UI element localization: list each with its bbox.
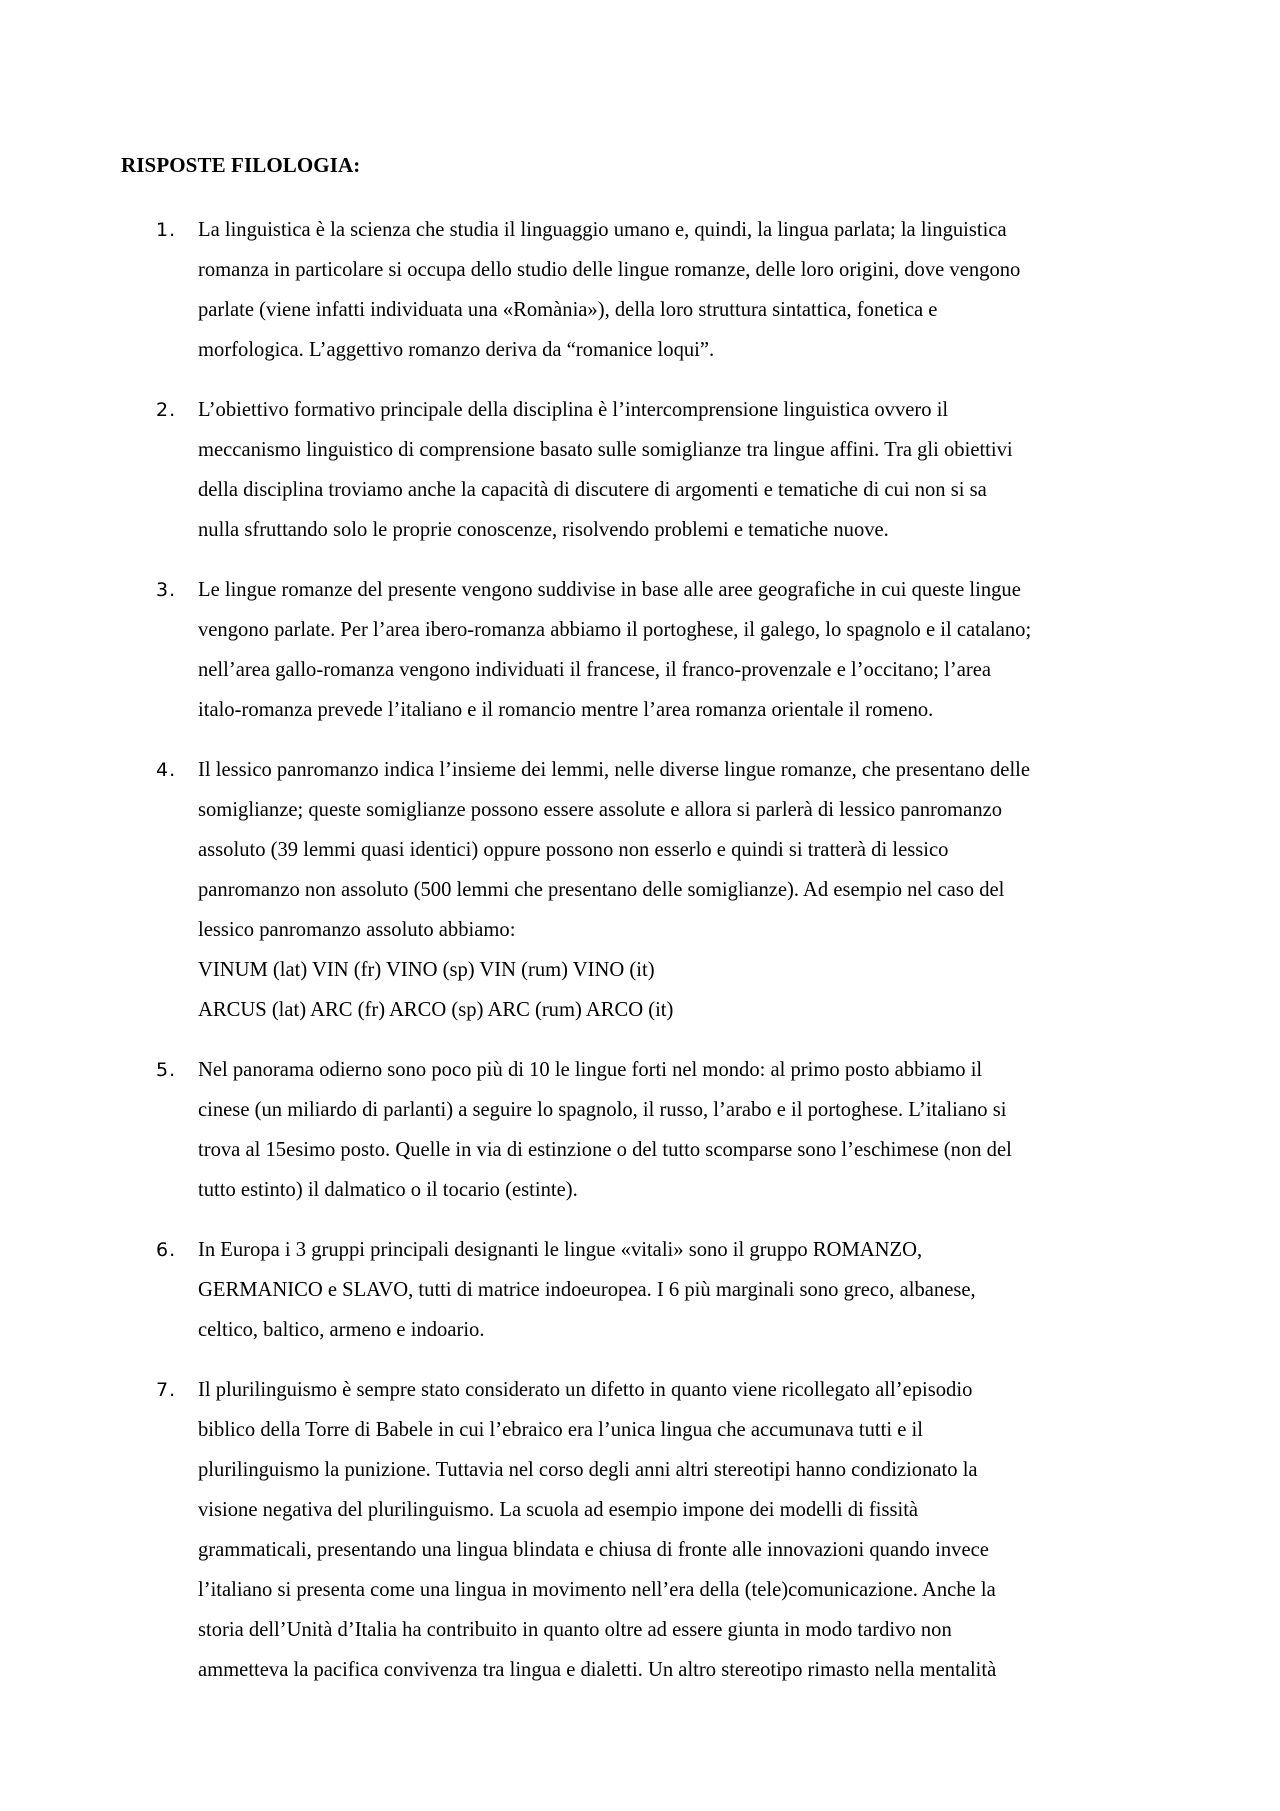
answer-text-line: ammetteva la pacifica convivenza tra lingua e dialetti. Un altro stereotipo rimasto nella mentalità	[198, 1659, 997, 1681]
answer-text-line: Nel panorama odierno sono poco più di 10 le lingue forti nel mondo: al primo posto abbiamo il	[198, 1059, 983, 1081]
document-title: RISPOSTE FILOLOGIA:	[121, 153, 361, 177]
answer-text-line: celtico, baltico, armeno e indoario.	[198, 1319, 485, 1341]
answer-text-line: morfologica. L’aggettivo romanzo deriva da “romanice loqui”.	[198, 339, 715, 361]
answer-number: 3.	[156, 579, 177, 601]
answer-list	[0, 210, 1280, 1710]
answer-text-line: L’obiettivo formativo principale della disciplina è l’intercomprensione linguistica ovvero il	[198, 399, 949, 421]
answer-item-5	[0, 1050, 1173, 1210]
answer-text-line: italo-romanza prevede l’italiano e il romancio mentre l’area romanza orientale il romeno.	[198, 699, 934, 721]
answer-text-line: Le lingue romanze del presente vengono suddivise in base alle aree geografiche in cui queste lingue	[198, 579, 1021, 601]
answer-text-line: grammaticali, presentando una lingua blindata e chiusa di fronte alle innovazioni quando invece	[198, 1539, 989, 1561]
answer-text-line: romanza in particolare si occupa dello studio delle lingue romanze, delle loro origini, dove vengono	[198, 259, 1021, 281]
answer-text-line: assoluto (39 lemmi quasi identici) oppure possono non esserlo e quindi si tratterà di lessico	[198, 839, 949, 861]
answer-item-1	[0, 210, 1173, 370]
answer-number: 5.	[156, 1059, 177, 1081]
answer-number: 4.	[156, 759, 177, 781]
answer-text-line: biblico della Torre di Babele in cui l’ebraico era l’unica lingua che accumunava tutti e il	[198, 1419, 923, 1441]
answer-number: 6.	[156, 1239, 177, 1261]
answer-text-line: l’italiano si presenta come una lingua in movimento nell’era della (tele)comunicazione. Anche la	[198, 1579, 996, 1601]
answer-text-line: somiglianze; queste somiglianze possono essere assolute e allora si parlerà di lessico panromanzo	[198, 799, 1003, 821]
answer-text-line: tutto estinto) il dalmatico o il tocario (estinte).	[198, 1179, 578, 1201]
answer-item-3	[0, 570, 1173, 730]
answer-item-6	[0, 1230, 1173, 1350]
answer-text-line: meccanismo linguistico di comprensione basato sulle somiglianze tra lingue affini. Tra gli obiettivi	[198, 439, 1013, 461]
answer-text-line: cinese (un miliardo di parlanti) a seguire lo spagnolo, il russo, l’arabo e il portoghese. L’italiano si	[198, 1099, 1007, 1121]
answer-text-line: storia dell’Unità d’Italia ha contribuito in quanto oltre ad essere giunta in modo tardivo non	[198, 1619, 952, 1641]
answer-number: 7.	[156, 1379, 177, 1401]
answer-item-7	[0, 1370, 1173, 1690]
answer-text-line: visione negativa del plurilinguismo. La scuola ad esempio impone dei modelli di fissità	[198, 1499, 919, 1521]
answer-text-line: parlate (viene infatti individuata una «Romània»), della loro struttura sintattica, fonetica e	[198, 299, 938, 321]
answer-text-line: lessico panromanzo assoluto abbiamo:	[198, 919, 516, 941]
answer-text-line: trova al 15esimo posto. Quelle in via di estinzione o del tutto scomparse sono l’eschimese (non del	[198, 1139, 1012, 1161]
answer-text-line: GERMANICO e SLAVO, tutti di matrice indoeuropea. I 6 più marginali sono greco, albanese,	[198, 1279, 976, 1301]
answer-text-line: plurilinguismo la punizione. Tuttavia nel corso degli anni altri stereotipi hanno condizionato la	[198, 1459, 978, 1481]
answer-text-line: Il lessico panromanzo indica l’insieme dei lemmi, nelle diverse lingue romanze, che presentano delle	[198, 759, 1031, 781]
answer-number: 1.	[156, 219, 177, 241]
answer-number: 2.	[156, 399, 177, 421]
answer-text-line: VINUM (lat) VIN (fr) VINO (sp) VIN (rum) VINO (it)	[198, 959, 655, 981]
answer-item-2	[0, 390, 1173, 550]
answer-text-line: nell’area gallo-romanza vengono individuati il francese, il franco-provenzale e l’occitano; l’area	[198, 659, 992, 681]
answer-text-line: La linguistica è la scienza che studia il linguaggio umano e, quindi, la lingua parlata; la linguistica	[198, 219, 1007, 241]
answer-text-line: nulla sfruttando solo le proprie conoscenze, risolvendo problemi e tematiche nuove.	[198, 519, 889, 541]
answer-text-line: della disciplina troviamo anche la capacità di discutere di argomenti e tematiche di cui non si sa	[198, 479, 987, 501]
answer-text-line: In Europa i 3 gruppi principali designanti le lingue «vitali» sono il gruppo ROMANZO,	[198, 1239, 923, 1261]
answer-text-line: vengono parlate. Per l’area ibero-romanza abbiamo il portoghese, il galego, lo spagnolo e il catalano;	[198, 619, 1032, 641]
answer-text-line: panromanzo non assoluto (500 lemmi che presentano delle somiglianze). Ad esempio nel caso del	[198, 879, 1005, 901]
answer-text-line: ARCUS (lat) ARC (fr) ARCO (sp) ARC (rum) ARCO (it)	[198, 999, 674, 1021]
answer-text-line: Il plurilinguismo è sempre stato considerato un difetto in quanto viene ricollegato all’episodio	[198, 1379, 973, 1401]
answer-item-4	[0, 750, 1173, 1030]
